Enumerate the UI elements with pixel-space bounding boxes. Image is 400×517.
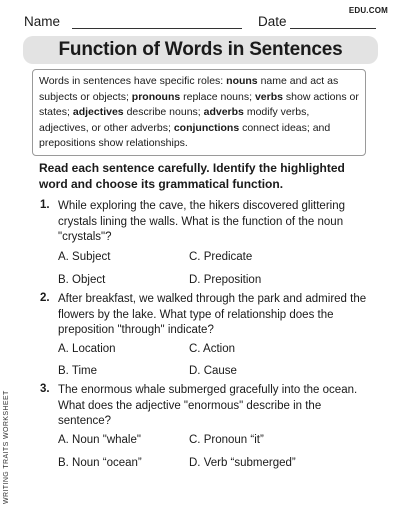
intro-term-pronouns: pronouns [131,90,181,103]
intro-text: Words in sentences have specific roles: [39,75,227,87]
option-d[interactable]: D. Verb “submerged” [189,457,296,469]
brand-logo: EDU.COM [348,6,388,15]
option-a[interactable]: A. Noun "whale" [58,434,141,446]
question-text: After breakfast, we walked through the park and admired the flowers by the lake. What type of relationship does the preposition "through" indicate? [58,293,367,336]
option-c[interactable]: C. Action [189,343,236,355]
question-2 [40,292,370,382]
question-3 [40,383,370,475]
intro-text: replace nouns; [180,90,255,103]
question-number: 1. [40,199,50,211]
intro-box [32,69,366,156]
question-text: While exploring the cave, the hikers discovered glittering crystals lining the walls. What is the function of the noun "crystals"? [58,200,346,243]
question-text: The enormous whale submerged gracefully into the ocean. What does the adjective "enormous" describe in the sentence? [58,384,358,427]
option-a[interactable]: A. Location [58,343,116,355]
date-line [290,28,376,29]
question-number: 2. [40,292,50,304]
intro-text: modify verbs, adjectives, or other adverbs; [39,106,310,134]
intro-term-adjectives: adjectives [72,106,124,119]
option-d[interactable]: D. Cause [189,365,237,377]
worksheet-header [0,0,400,34]
intro-term-nouns: nouns [226,75,258,87]
option-c[interactable]: C. Pronoun “it” [189,434,264,446]
question-number: 3. [40,383,50,395]
option-b[interactable]: B. Object [58,274,106,286]
intro-term-adverbs: adverbs [203,106,244,119]
intro-text: describe nouns; [123,106,204,119]
name-label: Name [24,14,61,29]
intro-text: name and act as subjects or objects; [39,75,339,103]
option-a[interactable]: A. Subject [58,251,111,263]
option-d[interactable]: D. Preposition [189,274,262,286]
page-title: Function of Words in Sentences [58,39,343,60]
title-bar [23,36,378,64]
intro-text: show actions or states; [39,90,359,119]
option-b[interactable]: B. Noun “ocean” [58,457,142,469]
question-1 [40,199,370,292]
instructions: Read each sentence carefully. Identify the highlighted word and choose its grammatical function. [39,161,345,191]
date-label: Date [258,14,287,29]
intro-term-verbs: verbs [254,90,283,103]
intro-term-conjunctions: conjunctions [173,121,240,134]
option-c[interactable]: C. Predicate [189,251,253,263]
option-b[interactable]: B. Time [58,365,97,377]
intro-text: connect ideas; and prepositions show relationships. [39,121,331,150]
name-line [72,28,242,29]
side-label: WRITING TRAITS WORKSHEET [3,390,10,504]
